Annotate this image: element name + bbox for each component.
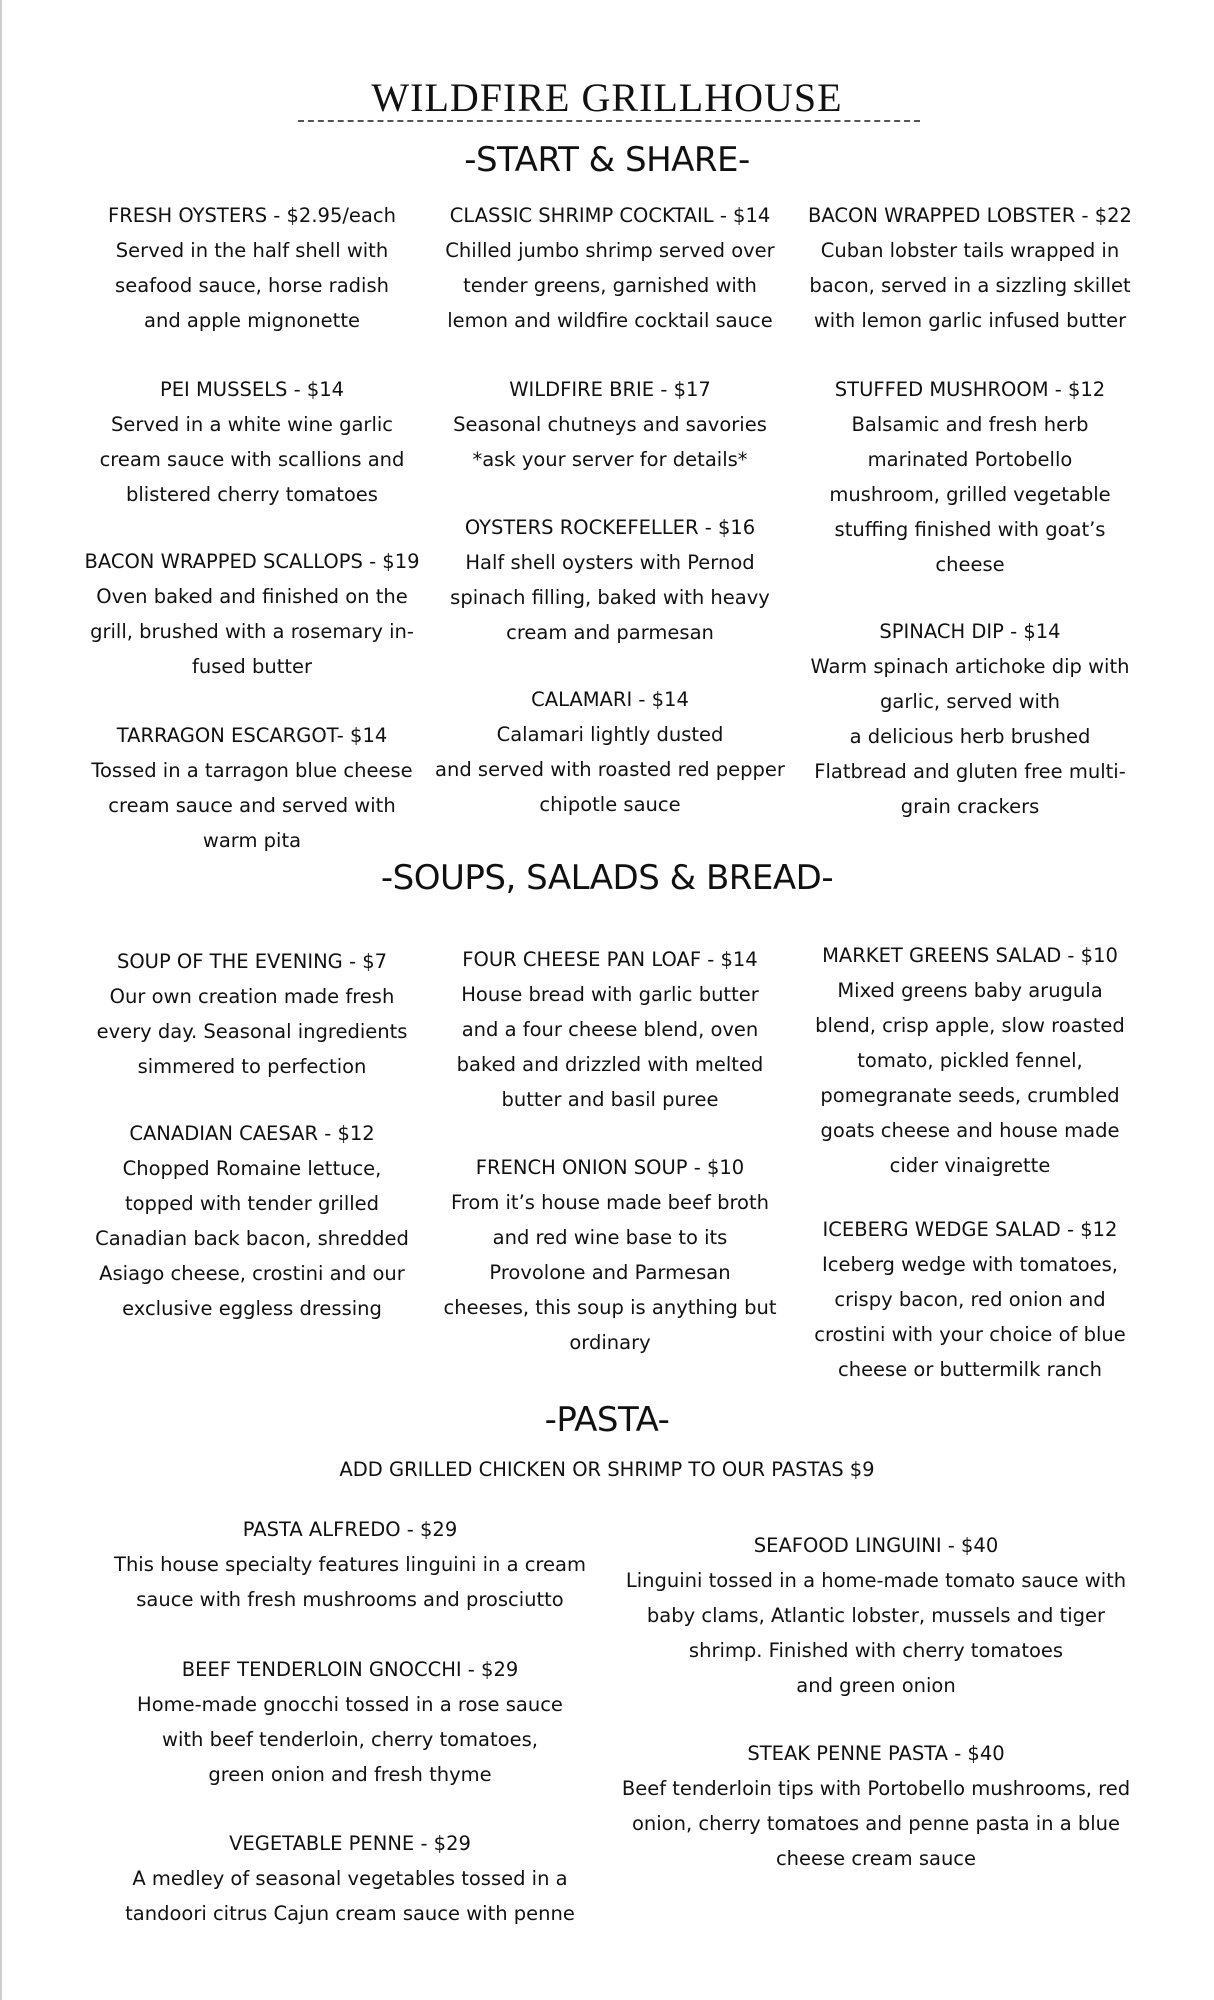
item-name: WILDFIRE BRIE - $17 xyxy=(509,378,711,401)
item-description: Chilled jumbo shrimp served over tender greens, garnished with lemon and wildfire cocktail sauce xyxy=(445,239,775,332)
item-name: TARRAGON ESCARGOT- $14 xyxy=(116,724,388,747)
menu-item-four-cheese-loaf xyxy=(420,942,800,1117)
menu-item-tarragon-escargot xyxy=(62,718,442,858)
pasta-addon-note: ADD GRILLED CHICKEN OR SHRIMP TO OUR PASTAS $9 xyxy=(339,1458,875,1481)
menu-item-stuffed-mushroom xyxy=(780,372,1160,582)
section-title-pasta: -PASTA- xyxy=(544,1400,670,1440)
item-name: OYSTERS ROCKEFELLER - $16 xyxy=(464,516,756,539)
item-name: VEGETABLE PENNE - $29 xyxy=(229,1832,471,1855)
menu-item-pasta-alfredo xyxy=(90,1512,610,1617)
item-description: Balsamic and fresh herb marinated Portobello mushroom, grilled vegetable stuffing finished with goat’s cheese xyxy=(829,413,1111,576)
menu-item-vegetable-penne xyxy=(90,1826,610,1931)
menu-item-spinach-dip xyxy=(780,614,1160,824)
menu-item-steak-penne xyxy=(616,1736,1136,1876)
menu-item-fresh-oysters xyxy=(62,198,442,338)
item-description: Cuban lobster tails wrapped in bacon, served in a sizzling skillet with lemon garlic infused butter xyxy=(809,239,1131,332)
title-divider xyxy=(298,120,920,122)
item-name: FRENCH ONION SOUP - $10 xyxy=(475,1156,745,1179)
item-description: Warm spinach artichoke dip with garlic, served with a delicious herb brushed Flatbread and gluten free multi- grain crackers xyxy=(810,655,1130,818)
menu-item-beef-gnocchi xyxy=(90,1652,610,1792)
item-name: CLASSIC SHRIMP COCKTAIL - $14 xyxy=(449,204,771,227)
menu-item-pei-mussels xyxy=(62,372,442,512)
item-name: PEI MUSSELS - $14 xyxy=(159,378,345,401)
item-description: Seasonal chutneys and savories *ask your server for details* xyxy=(453,413,767,471)
item-name: SOUP OF THE EVENING - $7 xyxy=(116,950,388,973)
item-description: Mixed greens baby arugula blend, crisp apple, slow roasted tomato, pickled fennel, pomegranate seeds, crumbled goats cheese and house made cider vinaigrette xyxy=(815,979,1125,1177)
item-name: FRESH OYSTERS - $2.95/each xyxy=(108,204,396,227)
section-title-start-share: -START & SHARE- xyxy=(464,140,750,180)
item-description: Tossed in a tarragon blue cheese cream sauce and served with warm pita xyxy=(91,759,413,852)
section-title-soups-salads: -SOUPS, SALADS & BREAD- xyxy=(380,858,834,898)
menu-item-french-onion xyxy=(420,1150,800,1360)
item-description: From it’s house made beef broth and red wine base to its Provolone and Parmesan cheeses, this soup is anything but ordinary xyxy=(443,1191,777,1354)
item-name: BEEF TENDERLOIN GNOCCHI - $29 xyxy=(181,1658,519,1681)
item-name: CALAMARI - $14 xyxy=(531,688,689,711)
menu-item-seafood-linguini xyxy=(616,1528,1136,1703)
menu-item-market-greens xyxy=(780,938,1160,1183)
item-name: CANADIAN CAESAR - $12 xyxy=(129,1122,375,1145)
menu-item-soup-evening xyxy=(62,944,442,1084)
menu-item-bacon-scallops xyxy=(62,544,442,684)
item-description: Home-made gnocchi tossed in a rose sauce with beef tenderloin, cherry tomatoes, green onion and fresh thyme xyxy=(137,1693,563,1786)
item-name: FOUR CHEESE PAN LOAF - $14 xyxy=(462,948,758,971)
item-name: SEAFOOD LINGUINI - $40 xyxy=(753,1534,999,1557)
menu-item-wildfire-brie xyxy=(420,372,800,477)
item-name: BACON WRAPPED SCALLOPS - $19 xyxy=(84,550,420,573)
item-name: ICEBERG WEDGE SALAD - $12 xyxy=(822,1218,1118,1241)
item-name: BACON WRAPPED LOBSTER - $22 xyxy=(808,204,1132,227)
item-description: Chopped Romaine lettuce, topped with tender grilled Canadian back bacon, shredded Asiago cheese, crostini and our exclusive eggless dressing xyxy=(95,1157,409,1320)
item-description: Our own creation made fresh every day. Seasonal ingredients simmered to perfection xyxy=(96,985,408,1078)
item-description: Served in the half shell with seafood sauce, horse radish and apple mignonette xyxy=(115,239,389,332)
item-description: Oven baked and finished on the grill, brushed with a rosemary in- fused butter xyxy=(90,585,414,678)
item-description: Half shell oysters with Pernod spinach filling, baked with heavy cream and parmesan xyxy=(450,551,770,644)
item-description: A medley of seasonal vegetables tossed in a tandoori citrus Cajun cream sauce with penne xyxy=(125,1867,575,1925)
menu-item-canadian-caesar xyxy=(62,1116,442,1326)
item-name: SPINACH DIP - $14 xyxy=(879,620,1061,643)
item-description: Beef tenderloin tips with Portobello mushrooms, red onion, cherry tomatoes and penne pasta in a blue cheese cream sauce xyxy=(621,1777,1131,1870)
menu-item-shrimp-cocktail xyxy=(420,198,800,338)
item-name: STEAK PENNE PASTA - $40 xyxy=(747,1742,1005,1765)
item-name: PASTA ALFREDO - $29 xyxy=(242,1518,458,1541)
item-name: MARKET GREENS SALAD - $10 xyxy=(822,944,1118,967)
menu-item-oysters-rockefeller xyxy=(420,510,800,650)
item-description: This house specialty features linguini in a cream sauce with fresh mushrooms and prosciutto xyxy=(114,1553,586,1611)
menu-item-bacon-lobster xyxy=(780,198,1160,338)
item-description: Served in a white wine garlic cream sauce with scallions and blistered cherry tomatoes xyxy=(99,413,405,506)
menu-item-iceberg-wedge xyxy=(780,1212,1160,1387)
item-description: Linguini tossed in a home-made tomato sauce with baby clams, Atlantic lobster, mussels and tiger shrimp. Finished with cherry tomatoes and green onion xyxy=(625,1569,1127,1697)
item-description: Calamari lightly dusted and served with roasted red pepper chipotle sauce xyxy=(435,723,785,816)
restaurant-name: WILDFIRE GRILLHOUSE xyxy=(371,75,843,120)
item-description: Iceberg wedge with tomatoes, crispy bacon, red onion and crostini with your choice of blue cheese or buttermilk ranch xyxy=(814,1253,1126,1381)
item-name: STUFFED MUSHROOM - $12 xyxy=(834,378,1106,401)
menu-item-calamari xyxy=(420,682,800,822)
item-description: House bread with garlic butter and a four cheese blend, oven baked and drizzled with melted butter and basil puree xyxy=(456,983,764,1111)
